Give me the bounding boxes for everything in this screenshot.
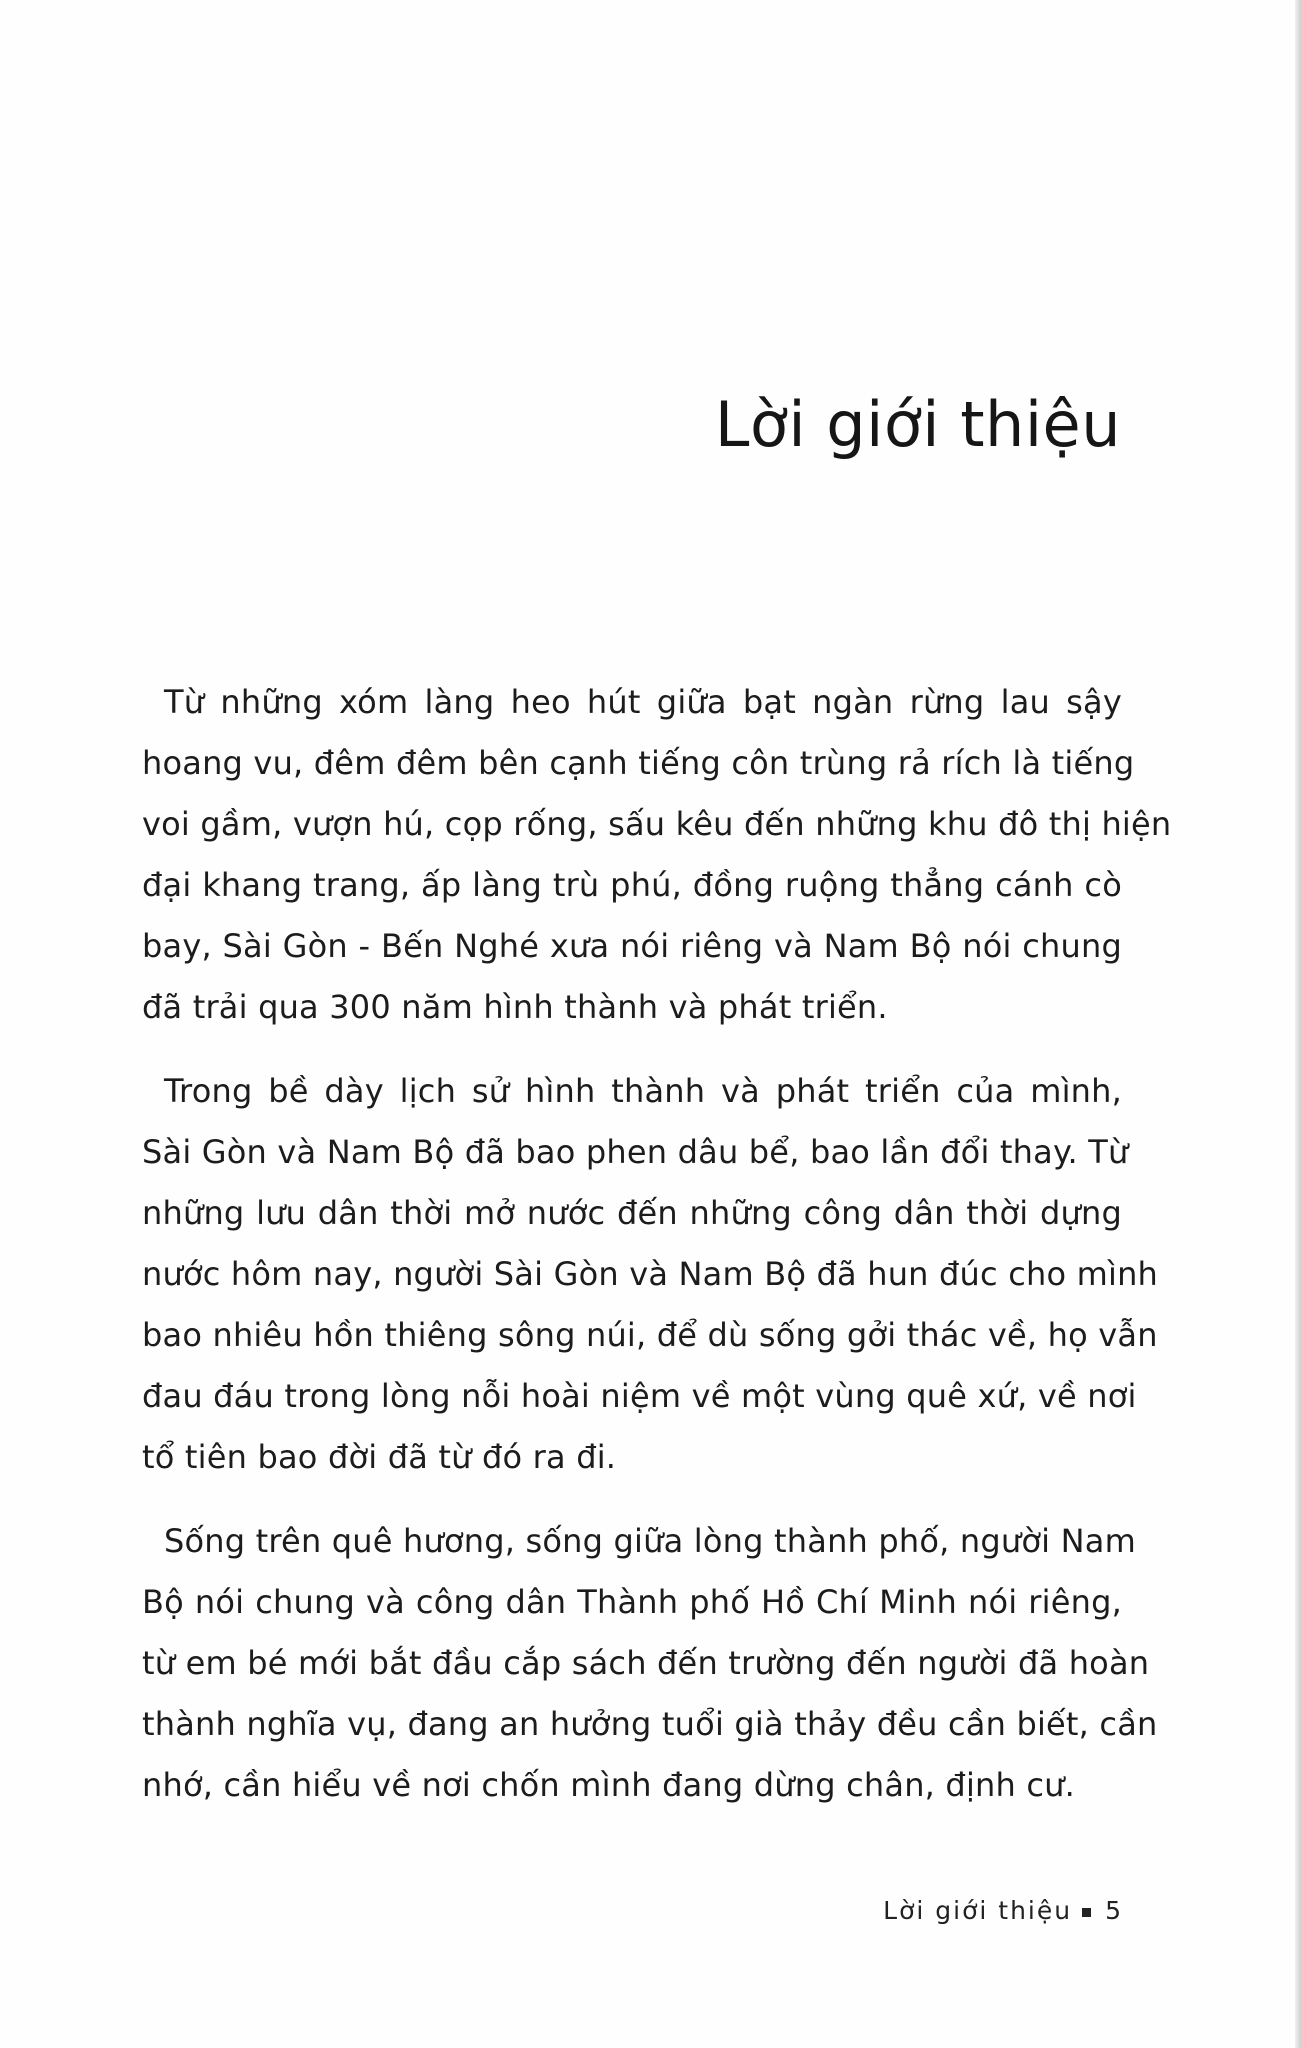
text-line: đau đáu trong lòng nỗi hoài niệm về một vùng quê xứ, về nơi: [142, 1377, 1137, 1415]
text-line: nhớ, cần hiểu về nơi chốn mình đang dừng chân, định cư.: [142, 1766, 1076, 1804]
text-line: bay, Sài Gòn - Bến Nghé xưa nói riêng và Nam Bộ nói chung: [142, 927, 1122, 965]
text-line: Bộ nói chung và công dân Thành phố Hồ Chí Minh nói riêng,: [142, 1583, 1122, 1621]
text-line: Sống trên quê hương, sống giữa lòng thành phố, người Nam: [164, 1522, 1136, 1560]
text-line: Trong bề dày lịch sử hình thành và phát triển của mình,: [164, 1072, 1122, 1110]
text-line: đại khang trang, ấp làng trù phú, đồng ruộng thẳng cánh cò: [142, 866, 1122, 904]
text-line: hoang vu, đêm đêm bên cạnh tiếng côn trùng rả rích là tiếng: [142, 744, 1135, 782]
footer-separator-square: [1082, 1908, 1091, 1917]
text-line: Sài Gòn và Nam Bộ đã bao phen dâu bể, bao lần đổi thay. Từ: [142, 1133, 1129, 1171]
text-line: voi gầm, vượn hú, cọp rống, sấu kêu đến những khu đô thị hiện: [142, 805, 1172, 843]
paragraph-3: [142, 1511, 1158, 1816]
page-edge-shadow: [1295, 0, 1301, 2048]
paragraph-2: [142, 1061, 1159, 1488]
text-line: những lưu dân thời mở nước đến những công dân thời dựng: [142, 1194, 1122, 1232]
text-line: bao nhiêu hồn thiêng sông núi, để dù sống gởi thác về, họ vẫn: [142, 1316, 1158, 1354]
page-number: 5: [1105, 1896, 1123, 1925]
page-footer: [883, 1896, 1123, 1925]
text-line: Từ những xóm làng heo hút giữa bạt ngàn rừng lau sậy: [164, 683, 1122, 721]
text-line: đã trải qua 300 năm hình thành và phát triển.: [142, 988, 888, 1026]
text-line: từ em bé mới bắt đầu cắp sách đến trường đến người đã hoàn: [142, 1644, 1150, 1682]
text-line: nước hôm nay, người Sài Gòn và Nam Bộ đã hun đúc cho mình: [142, 1255, 1159, 1293]
text-line: thành nghĩa vụ, đang an hưởng tuổi già thảy đều cần biết, cần: [142, 1705, 1158, 1743]
text-line: tổ tiên bao đời đã từ đó ra đi.: [142, 1438, 617, 1476]
paragraph-1: [142, 672, 1172, 1038]
running-title: Lời giới thiệu: [883, 1896, 1073, 1925]
chapter-title: Lời giới thiệu: [714, 388, 1121, 461]
body-text: [142, 672, 1172, 1839]
